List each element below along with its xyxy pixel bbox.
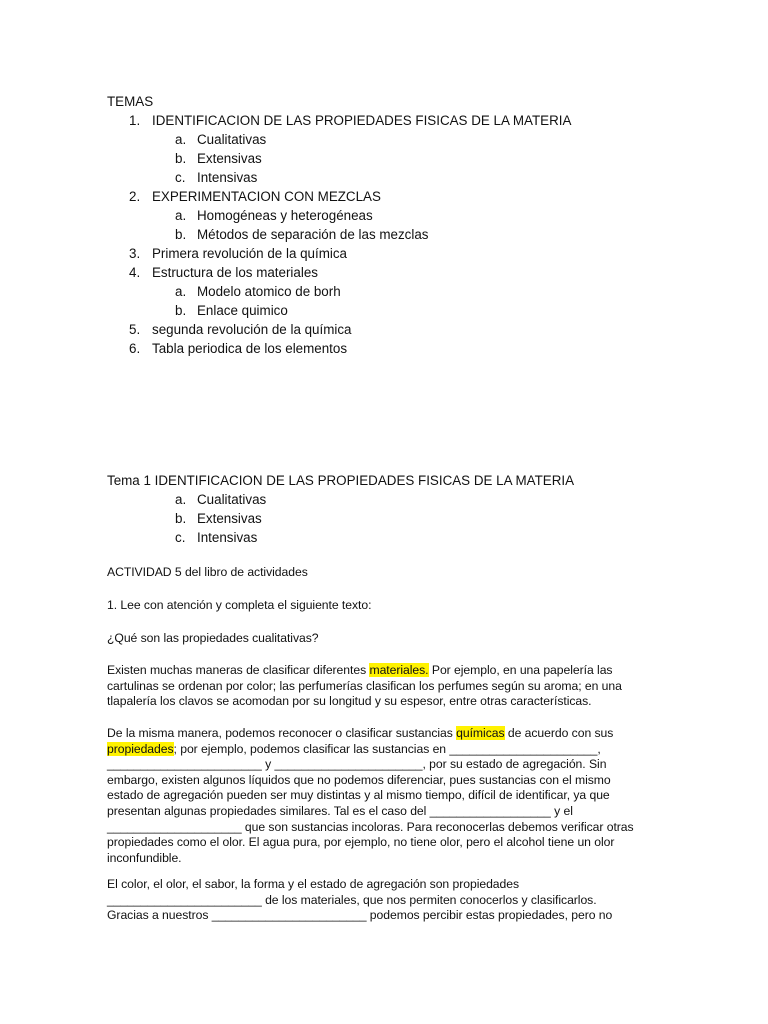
paragraph-line: propiedades como el olor. El agua pura, por ejemplo, no tiene olor, pero el alcohol tiene un olor	[107, 835, 615, 850]
paragraph-line	[107, 663, 667, 679]
outline-sub-item: Intensivas	[197, 170, 258, 185]
text-run: De la misma manera, podemos reconocer o clasificar sustancias	[107, 726, 457, 740]
tema1-sub-item: Cualitativas	[197, 492, 267, 507]
outline-number: 6.	[129, 341, 141, 356]
outline-sub-letter: a.	[175, 208, 187, 223]
tema1-sub-item: Extensivas	[197, 511, 262, 526]
outline-item: EXPERIMENTACION CON MEZCLAS	[152, 189, 381, 204]
outline-sub-letter: a.	[175, 132, 187, 147]
outline-item: IDENTIFICACION DE LAS PROPIEDADES FISICAS DE LA MATERIA	[152, 113, 572, 128]
outline-sub-item: Enlace quimico	[197, 303, 288, 318]
text-run: Por ejemplo, en una papelería las	[428, 663, 613, 677]
highlighted-word: químicas	[456, 726, 505, 740]
outline-item: Tabla periodica de los elementos	[152, 341, 348, 356]
tema1-sub-letter: c.	[175, 530, 186, 545]
paragraph-line	[107, 726, 667, 742]
outline-sub-letter: b.	[175, 303, 187, 318]
paragraph-line: Gracias a nuestros _______________________ podemos percibir estas propiedades, pero no	[107, 908, 613, 923]
outline-sub-letter: c.	[175, 170, 186, 185]
outline-item: Estructura de los materiales	[152, 265, 318, 280]
outline-sub-letter: a.	[175, 284, 187, 299]
activity-title: ACTIVIDAD 5 del libro de actividades	[107, 565, 308, 579]
paragraph-line: embargo, existen algunos líquidos que no podemos diferenciar, pues sustancias con el mismo	[107, 772, 611, 787]
outline-item: Primera revolución de la química	[152, 246, 347, 261]
paragraph-line: estado de agregación pueden ser muy distintas y al mismo tiempo, difícil de identificar, ya que	[107, 788, 610, 803]
paragraph-line	[107, 742, 667, 758]
paragraph-1	[107, 663, 667, 710]
outline-sub-item: Extensivas	[197, 151, 262, 166]
outline-number: 4.	[129, 265, 141, 280]
paragraph-line: cartulinas se ordenan por color; las perfumerías clasifican los perfumes según su aroma; en una	[107, 678, 622, 693]
activity-instruction: 1. Lee con atención y completa el siguiente texto:	[107, 598, 372, 612]
paragraph-2	[107, 726, 667, 866]
outline-number: 1.	[129, 113, 141, 128]
tema1-title: Tema 1 IDENTIFICACION DE LAS PROPIEDADES FISICAS DE LA MATERIA	[107, 473, 575, 488]
highlighted-word: propiedades	[107, 741, 174, 756]
text-run: de acuerdo con sus	[504, 726, 614, 740]
outline-sub-item: Métodos de separación de las mezclas	[197, 227, 429, 242]
text-run: Existen muchas maneras de clasificar diferentes	[107, 663, 370, 677]
outline-sub-item: Homogéneas y heterogéneas	[197, 208, 373, 223]
outline-sub-letter: b.	[175, 151, 187, 166]
paragraph-line: tlapalería los clavos se acomodan por su longitud y su espesor, entre otras características.	[107, 694, 592, 709]
outline-sub-item: Cualitativas	[197, 132, 267, 147]
tema1-sub-letter: b.	[175, 511, 187, 526]
outline-item: segunda revolución de la química	[152, 322, 352, 337]
outline-sub-item: Modelo atomico de borh	[197, 284, 341, 299]
paragraph-3	[107, 877, 667, 924]
paragraph-line: _______________________ de los materiales, que nos permiten conocerlos y clasificarlos.	[107, 892, 597, 907]
highlighted-word: materiales.	[369, 663, 429, 677]
paragraph-line: El color, el olor, el sabor, la forma y el estado de agregación son propiedades	[107, 877, 520, 891]
outline-number: 5.	[129, 322, 141, 337]
outline-heading: TEMAS	[107, 94, 154, 109]
activity-question: ¿Qué son las propiedades cualitativas?	[107, 631, 319, 645]
tema1-sub-item: Intensivas	[197, 530, 258, 545]
text-run: ; por ejemplo, podemos clasificar las sustancias en ______________________,	[173, 741, 601, 756]
paragraph-line: _______________________ y ______________________, por su estado de agregación. Sin	[107, 757, 607, 772]
paragraph-line: ____________________ que son sustancias incoloras. Para reconocerlas debemos verificar otras	[107, 819, 634, 834]
paragraph-line: inconfundible.	[107, 850, 182, 865]
outline-sub-letter: b.	[175, 227, 187, 242]
outline-number: 3.	[129, 246, 141, 261]
outline-number: 2.	[129, 189, 141, 204]
tema1-sub-letter: a.	[175, 492, 187, 507]
paragraph-line: presentan algunas propiedades similares. Tal es el caso del __________________ y el	[107, 803, 573, 818]
